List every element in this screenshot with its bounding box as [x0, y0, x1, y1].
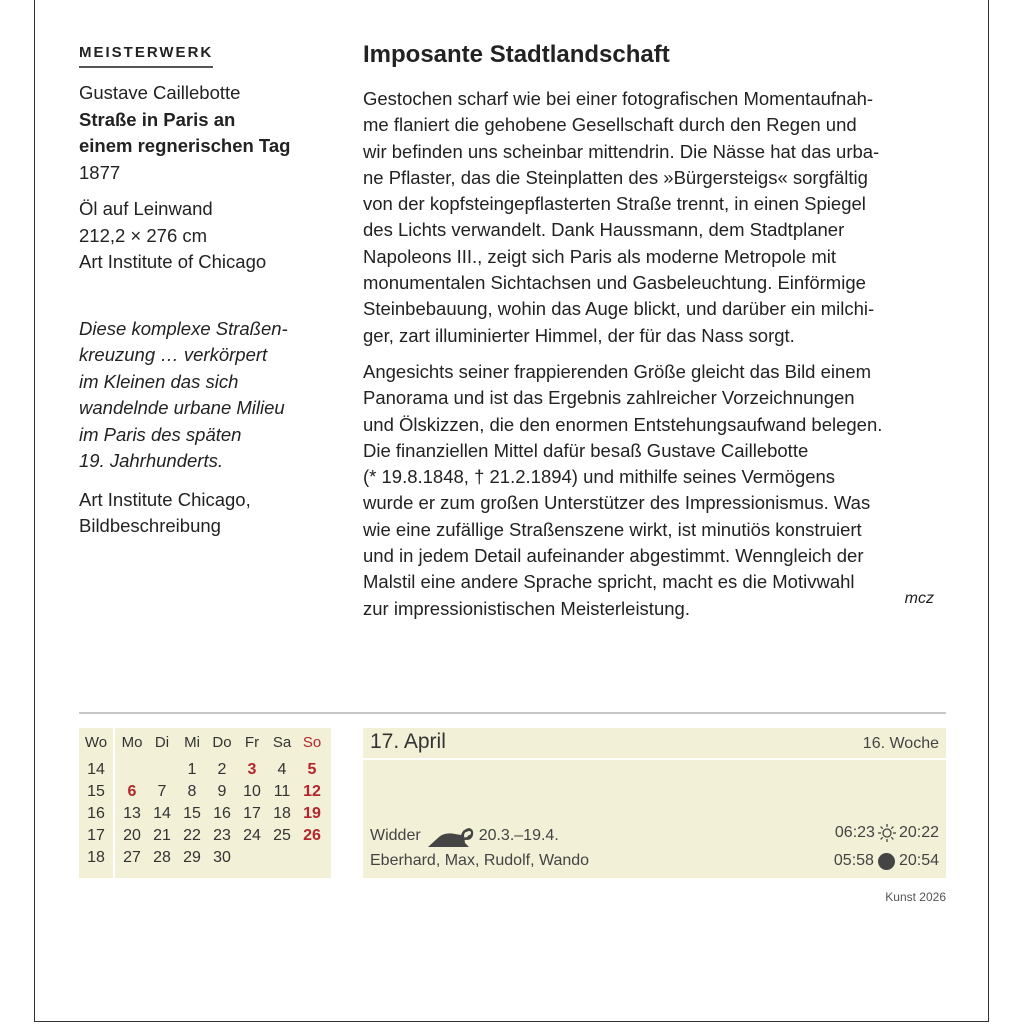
moonrise-time: 05:58	[833, 852, 874, 869]
name-days: Eberhard, Max, Rudolf, Wando	[370, 852, 590, 869]
article-paragraph-2: Angesichts seiner frappierenden Größe gleicht das Bild einem Panorama und ist das Ergebnis zahlreicher Vorzeichnungen und Ölskizzen, die den enormen Entstehungsaufwand belegen. Die finanziellen Mittel dafür besaß Gustave Caillebotte (* 19.8.1848, † 21.2.1894) und mithilfe seines Vermögens wurde er zum großen Unterstützer des Impressionismus. Was wie eine zufällige Straßenszene wirkt, ist minutiös konstruiert und in jedem Detail aufeinander abgestimmt. Wenngleich der Malstil eine andere Sprache spricht, macht es die Motivwahl zur impressionistischen Meisterleistung.	[363, 360, 883, 619]
quote-line: wandelnde urbane Milieu	[79, 397, 285, 418]
calendar-day: 9	[217, 783, 227, 800]
calendar-day: 6	[127, 783, 137, 800]
calendar-day: 1	[187, 761, 197, 778]
artwork-title-line-1: Straße in Paris an	[79, 108, 236, 130]
calendar-day: 24	[243, 827, 261, 844]
calendar-day: 22	[183, 827, 201, 844]
calendar-day: 21	[153, 827, 171, 844]
artwork-title-line-2: einem regnerischen Tag	[79, 135, 291, 156]
calendar-day: 11	[273, 783, 291, 800]
zodiac-row	[370, 823, 559, 849]
month-calendar	[79, 728, 331, 878]
calendar-day: 3	[247, 761, 257, 778]
weekday-header: Mi	[184, 734, 200, 751]
calendar-day: 5	[307, 761, 317, 778]
calendar-day: 30	[213, 849, 231, 866]
article	[363, 38, 948, 632]
week-header: Wo	[84, 734, 108, 751]
calendar-day: 23	[213, 827, 231, 844]
quote-source-line-2: Bildbeschreibung	[79, 515, 221, 536]
weekday-header: Mo	[121, 734, 143, 751]
calendar-day: 4	[277, 761, 287, 778]
quote-line: im Kleinen das sich	[79, 370, 239, 392]
week-number: 16	[87, 805, 105, 822]
day-header	[363, 728, 946, 760]
week-number: 17	[87, 827, 105, 844]
weekday-header: Fr	[244, 734, 260, 751]
quote-line: 19. Jahrhunderts.	[79, 450, 223, 471]
sun-times	[835, 823, 939, 843]
week-number: 15	[87, 783, 105, 800]
sunrise-time: 06:23	[834, 824, 875, 841]
quote-source-line-1: Art Institute Chicago,	[79, 488, 251, 510]
article-heading: Imposante Stadtlandschaft	[363, 41, 670, 68]
quote-block	[79, 316, 339, 475]
section-divider	[79, 712, 946, 714]
sunset-time: 20:22	[898, 824, 939, 841]
weekday-header: Do	[212, 734, 232, 751]
week-number: 14	[87, 761, 105, 778]
day-panel	[363, 728, 946, 878]
moonset-time: 20:54	[898, 852, 939, 869]
artwork-dimensions: 212,2 × 276 cm	[79, 224, 208, 246]
calendar-day: 2	[217, 761, 227, 778]
calendar-day: 7	[157, 783, 167, 800]
week-number: 18	[87, 849, 105, 866]
zodiac-sign: Widder	[370, 827, 421, 844]
quote-line: Diese komplexe Straßen-	[79, 317, 288, 339]
week-label: 16. Woche	[862, 735, 939, 752]
artist-name: Gustave Caillebotte	[79, 82, 241, 103]
calendar-day: 27	[123, 849, 141, 866]
calendar-day: 10	[243, 783, 261, 800]
calendar-day: 20	[123, 827, 141, 844]
footer-label: Kunst 2026	[885, 890, 946, 904]
sun-icon	[877, 823, 897, 843]
calendar-day: 16	[213, 805, 231, 822]
weekday-header: So	[302, 734, 322, 751]
quote-line: kreuzung … verkörpert	[79, 344, 268, 365]
weekday-header: Sa	[272, 734, 292, 751]
calendar-day: 17	[243, 805, 261, 822]
author-signature: mcz	[904, 589, 934, 607]
artwork-collection: Art Institute of Chicago	[79, 251, 267, 272]
article-paragraph-1: Gestochen scharf wie bei einer fotografischen Momentaufnah- me flaniert die gehobene Gesellschaft durch den Regen und wir befinden uns scheinbar mittendrin. Die Nässe hat das urba- ne Pflaster, das die Steinplatten des »Bürgersteigs« sorgfältig von der kopfsteingepflasterten Straße trennt, in einen Spiegel des Lichts verwandelt. Dank Haussmann, dem Stadtplaner Napoleons III., zeigt sich Paris als moderne Metropole mit monumentalen Sichtachsen und Gasbeleuchtung. Einförmige Steinbebauung, wohin das Auge blickt, und darüber ein milchi- ger, zart illuminierter Himmel, der für das Nass sorgt.	[363, 88, 880, 346]
moon-times	[834, 852, 939, 870]
artwork-medium: Öl auf Leinwand	[79, 198, 213, 219]
zodiac-range: 20.3.–19.4.	[478, 827, 559, 844]
quote-line: im Paris des späten	[79, 423, 242, 445]
calendar-day: 15	[183, 805, 201, 822]
moon-icon	[878, 853, 895, 870]
artwork-info	[79, 44, 339, 540]
section-kicker: MEISTERWERK	[79, 44, 213, 68]
day-date: 17. April	[370, 730, 446, 753]
ram-icon	[425, 823, 475, 849]
calendar-day: 13	[123, 805, 141, 822]
calendar-day: 14	[153, 805, 171, 822]
calendar-day: 26	[303, 827, 321, 844]
calendar-day: 19	[303, 805, 321, 822]
calendar-day: 25	[273, 827, 291, 844]
weekday-header: Di	[154, 734, 170, 751]
calendar-day: 8	[187, 783, 197, 800]
artwork-year: 1877	[79, 161, 121, 183]
calendar-day: 28	[153, 849, 171, 866]
calendar-day: 29	[183, 849, 201, 866]
calendar-day: 18	[273, 805, 291, 822]
calendar-day: 12	[303, 783, 321, 800]
